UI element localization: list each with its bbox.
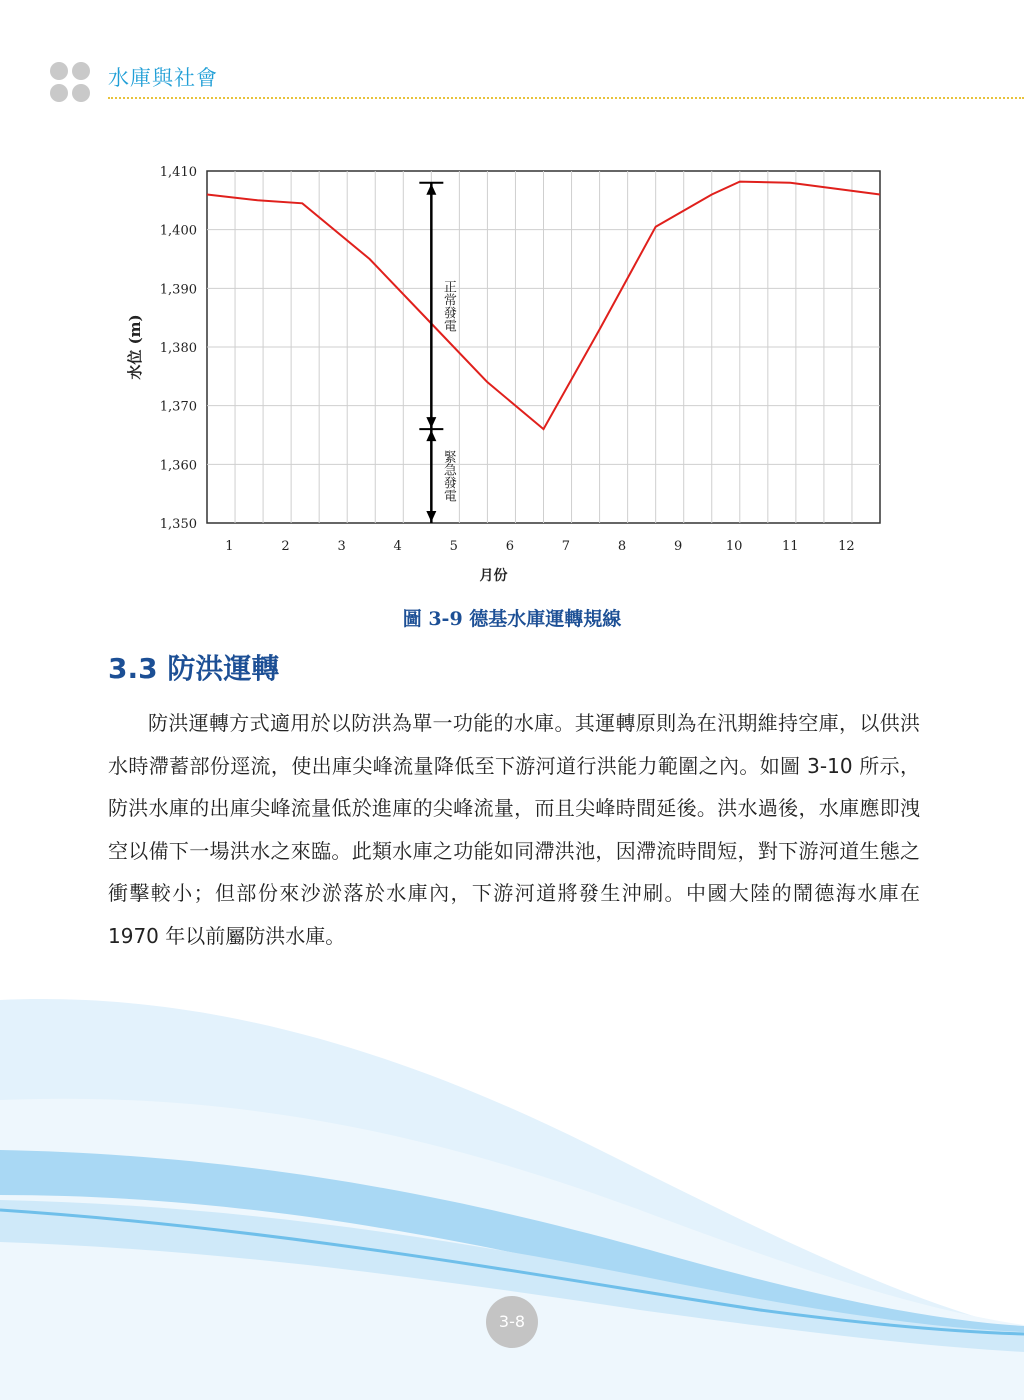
x-tick-label: 5 xyxy=(449,539,458,554)
y-tick-label: 1,400 xyxy=(159,223,197,239)
x-tick-label: 11 xyxy=(781,539,799,554)
x-tick-label: 3 xyxy=(337,539,346,554)
x-tick-label: 6 xyxy=(505,539,514,554)
x-tick-label: 8 xyxy=(617,539,627,554)
y-axis-title: 水位 (m) xyxy=(126,314,144,380)
section-heading: 3.3 防洪運轉 xyxy=(108,652,280,685)
x-tick-label: 1 xyxy=(225,539,234,554)
annotation-label: 緊急發電 xyxy=(440,450,456,503)
x-tick-label: 12 xyxy=(838,539,855,554)
body-paragraph: 防洪運轉方式適用於以防洪為單一功能的水庫。其運轉原則為在汛期維持空庫，以供洪水時滯蓄部份逕流，使出庫尖峰流量降低至下游河道行洪能力範圍之內。如圖 3-10 所示，防洪水庫的出庫尖峰流量低於進庫的尖峰流量，而且尖峰時間延後。洪水過後，水庫應即洩空以備下一場洪水之來臨。此類水庫之功能如同滯洪池，因滯流時間短，對下游河道生態之衝擊較小；但部份來沙淤落於水庫內，下游河道將發生沖刷。中國大陸的鬧德海水庫在 1970 年以前屬防洪水庫。 xyxy=(108,711,920,948)
y-tick-label: 1,410 xyxy=(159,165,197,180)
running-header-title: 水庫與社會 xyxy=(108,66,218,90)
x-tick-label: 9 xyxy=(673,539,683,554)
annotation-label: 正常發電 xyxy=(440,279,456,332)
x-axis-title: 月份 xyxy=(479,568,508,584)
header-divider xyxy=(108,97,1024,99)
header-logo-dots xyxy=(50,62,94,106)
page-number-badge: 3-8 xyxy=(486,1296,538,1348)
reservoir-rule-curve-chart xyxy=(100,155,900,595)
y-tick-label: 1,390 xyxy=(159,282,197,298)
y-tick-label: 1,380 xyxy=(159,341,197,356)
y-tick-label: 1,360 xyxy=(159,458,197,474)
y-tick-label: 1,370 xyxy=(159,399,197,415)
x-tick-label: 2 xyxy=(281,539,290,554)
figure-caption: 圖 3-9 德基水庫運轉規線 xyxy=(402,608,622,630)
x-tick-label: 7 xyxy=(561,539,571,554)
y-tick-label: 1,350 xyxy=(159,517,197,532)
x-tick-label: 10 xyxy=(725,539,743,554)
x-tick-label: 4 xyxy=(393,539,402,554)
